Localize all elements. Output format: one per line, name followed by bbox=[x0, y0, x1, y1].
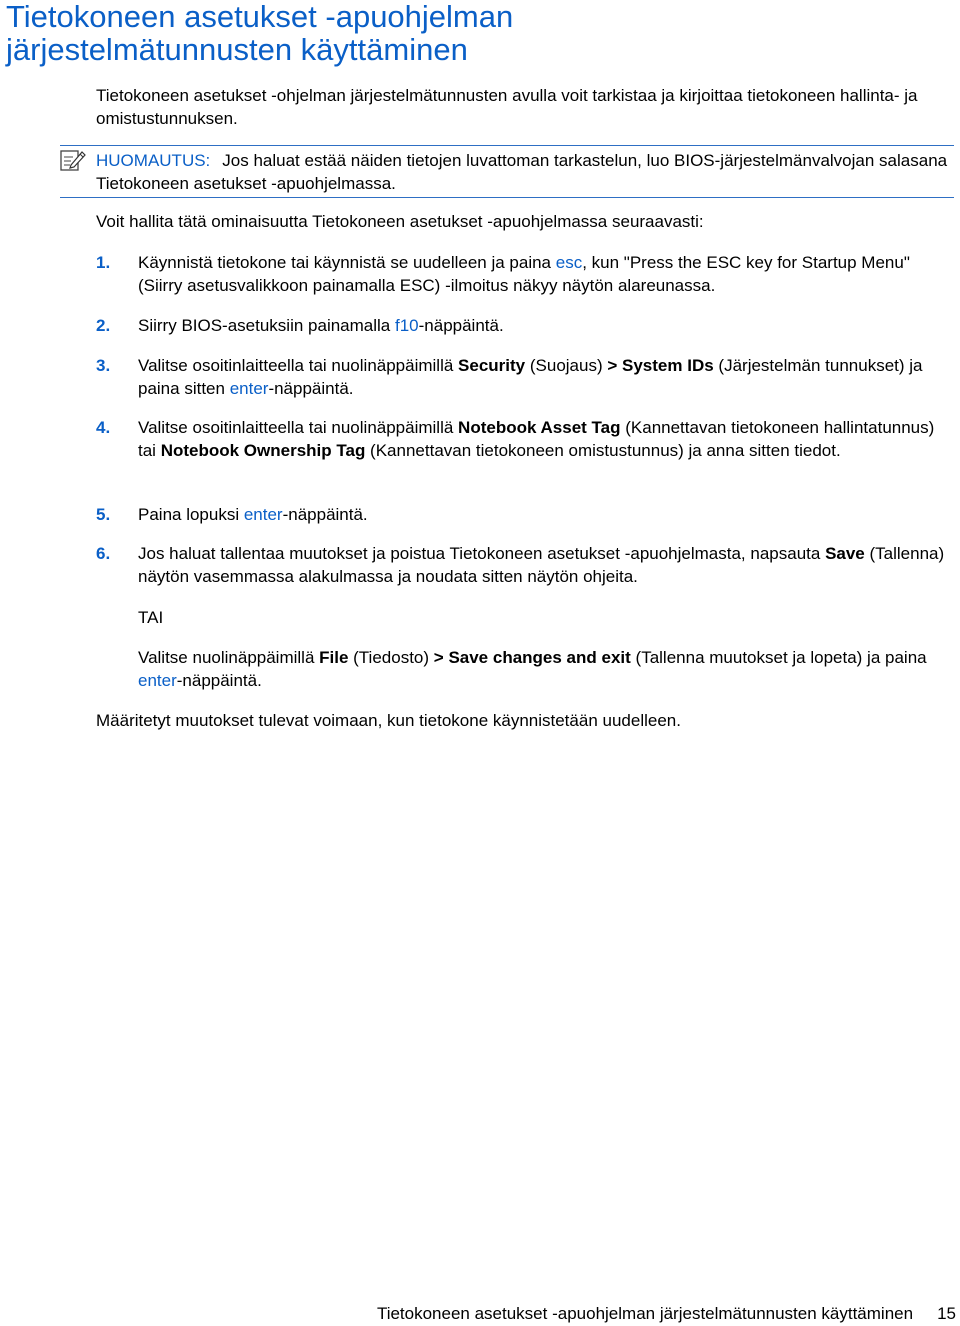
menu-name: Security bbox=[458, 356, 526, 375]
note-pencil-icon bbox=[60, 148, 86, 172]
step-text bbox=[138, 416, 956, 462]
page-footer bbox=[0, 1303, 956, 1325]
text-span: Valitse osoitinlaitteella tai nuolinäppäimillä bbox=[138, 356, 459, 375]
menu-separator: > bbox=[607, 356, 618, 375]
text-span: Käynnistä tietokone tai käynnistä se uudelleen ja paina bbox=[138, 253, 556, 272]
note-box bbox=[60, 145, 954, 198]
or-label: TAI bbox=[138, 608, 164, 627]
page-number: 15 bbox=[937, 1304, 956, 1323]
text-span: (Tallenna) näytön vasemmassa alakulmassa ja noudata sitten näytön ohjeita. bbox=[138, 544, 945, 586]
step-5 bbox=[96, 503, 956, 526]
step-text bbox=[138, 314, 956, 337]
text-span: -näppäintä. bbox=[282, 505, 368, 524]
key-name: enter bbox=[138, 671, 177, 690]
text-span: (Suojaus) bbox=[525, 356, 608, 375]
closing-paragraph: Määritetyt muutokset tulevat voimaan, kun tietokone käynnistetään uudelleen. bbox=[96, 711, 681, 730]
step-text bbox=[138, 646, 956, 692]
intro-paragraph: Tietokoneen asetukset -ohjelman järjestelmätunnusten avulla voit tarkistaa ja kirjoittaa tietokoneen hallinta- ja omistustunnuksen. bbox=[96, 86, 918, 128]
step-6-or bbox=[96, 606, 956, 629]
step-4 bbox=[96, 416, 956, 462]
menu-name: Notebook Asset Tag bbox=[458, 418, 621, 437]
text-span: (Kannettavan tietokoneen hallintatunnus) tai bbox=[138, 418, 935, 460]
footer-section-title: Tietokoneen asetukset -apuohjelman järjestelmätunnusten käyttäminen bbox=[376, 1304, 914, 1323]
menu-name: File bbox=[319, 648, 349, 667]
page-title-line-2: järjestelmätunnusten käyttäminen bbox=[6, 32, 468, 67]
key-name: f10 bbox=[394, 316, 419, 335]
menu-name: System IDs bbox=[622, 356, 714, 375]
text-span: -näppäintä. bbox=[418, 316, 504, 335]
step-number: 1. bbox=[96, 253, 111, 272]
note-label: HUOMAUTUS: bbox=[96, 151, 211, 170]
step-number: 6. bbox=[96, 544, 111, 563]
text-span: (Tiedosto) bbox=[348, 648, 434, 667]
step-number: 5. bbox=[96, 505, 111, 524]
menu-separator: > bbox=[433, 648, 444, 667]
text-span: , kun "Press the ESC key for Startup Menu" (Siirry asetusvalikkoon painamalla ESC) -ilmoitus näkyy näytön alareunassa. bbox=[138, 253, 910, 295]
menu-name: Save bbox=[825, 544, 865, 563]
step-3 bbox=[96, 354, 956, 400]
step-1 bbox=[96, 251, 956, 297]
step-number: 4. bbox=[96, 418, 111, 437]
menu-name: Save changes and exit bbox=[448, 648, 631, 667]
key-name: enter bbox=[229, 379, 269, 398]
step-2 bbox=[96, 314, 956, 337]
note-body: Jos haluat estää näiden tietojen luvattoman tarkastelun, luo BIOS-järjestelmänvalvojan salasana Tietokoneen asetukset -apuohjelmassa. bbox=[96, 151, 948, 193]
text-span: (Järjestelmän tunnukset) ja paina sitten bbox=[138, 356, 923, 398]
text-span: Valitse osoitinlaitteella tai nuolinäppäimillä bbox=[138, 418, 459, 437]
text-span: Valitse nuolinäppäimillä bbox=[138, 648, 320, 667]
note-text bbox=[96, 149, 954, 195]
text-span: (Tallenna muutokset ja lopeta) ja paina bbox=[630, 648, 927, 667]
step-number: 2. bbox=[96, 316, 111, 335]
step-6-alternative bbox=[96, 646, 956, 692]
key-name: esc bbox=[555, 253, 583, 272]
step-text bbox=[138, 251, 956, 297]
step-text bbox=[138, 354, 956, 400]
page-title-line-1: Tietokoneen asetukset -apuohjelman bbox=[6, 0, 514, 34]
text-span: (Kannettavan tietokoneen omistustunnus) ja anna sitten tiedot. bbox=[365, 441, 841, 460]
step-text bbox=[138, 542, 956, 588]
key-name: enter bbox=[243, 505, 283, 524]
lead-paragraph: Voit hallita tätä ominaisuutta Tietokoneen asetukset -apuohjelmassa seuraavasti: bbox=[96, 212, 704, 231]
step-number: 3. bbox=[96, 356, 111, 375]
text-span: -näppäintä. bbox=[268, 379, 354, 398]
text-span: Paina lopuksi bbox=[138, 505, 244, 524]
text-span: Siirry BIOS-asetuksiin painamalla bbox=[138, 316, 395, 335]
step-6 bbox=[96, 542, 956, 588]
page-title bbox=[6, 0, 936, 66]
step-text bbox=[138, 503, 956, 526]
text-span: -näppäintä. bbox=[176, 671, 262, 690]
menu-name: Notebook Ownership Tag bbox=[160, 441, 366, 460]
text-span: Jos haluat tallentaa muutokset ja poistua Tietokoneen asetukset -apuohjelmasta, napsauta bbox=[138, 544, 826, 563]
